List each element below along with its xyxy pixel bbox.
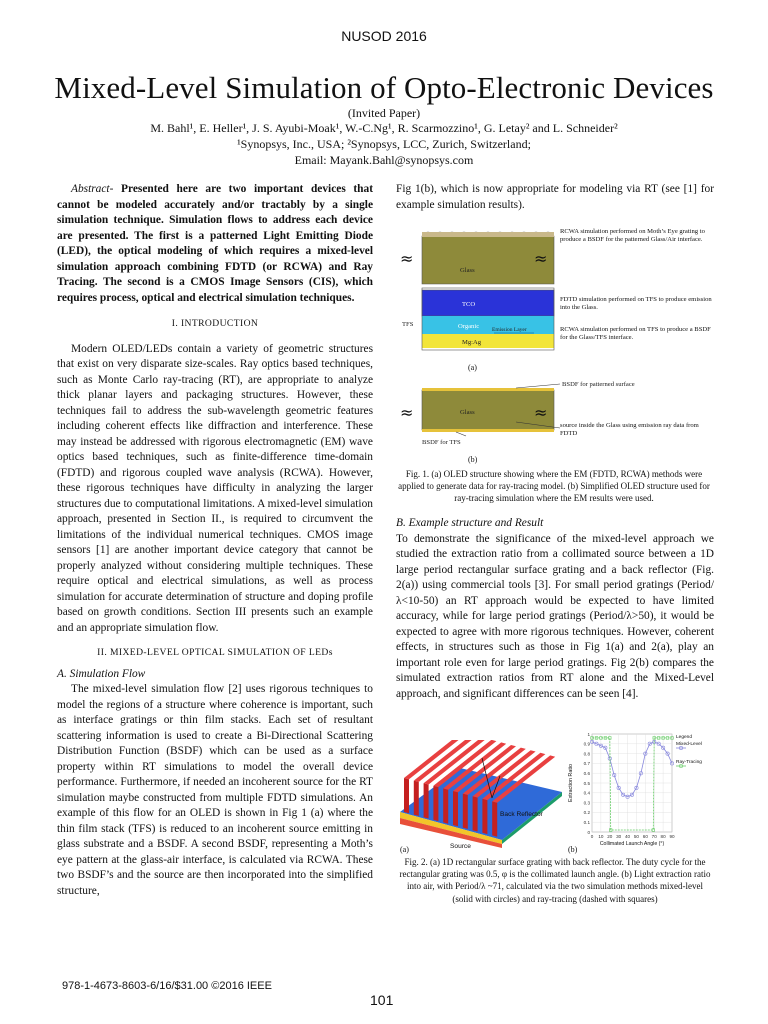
organic-label: Organic	[458, 323, 480, 330]
subsection-simulation-flow: A. Simulation Flow	[57, 667, 146, 680]
y-tick-label: 0.6	[583, 771, 590, 776]
bsdf-tfs-label: BSDF for TFS	[422, 439, 461, 446]
footer-isbn: 978-1-4673-8603-6/16/$31.00 ©2016 IEEE	[62, 980, 272, 992]
bsdf-surface-line	[422, 388, 554, 391]
y-tick-label: 0.5	[583, 780, 590, 786]
x-tick-label: 30	[616, 834, 622, 839]
figure-2b-chart	[564, 728, 714, 856]
tfs-label: TFS	[402, 321, 414, 328]
fig1-label-b: (b)	[468, 455, 478, 464]
y-tick-label: 0.7	[583, 761, 590, 767]
bsdf-tfs-line	[422, 429, 554, 432]
email: Email: Mayank.Bahl@synopsys.com	[294, 153, 474, 167]
grating-rib-front	[492, 801, 497, 836]
right-column-bottom	[396, 516, 714, 702]
annotation-rcwa-moths-eye: RCWA simulation performed on Moth’s Eye grating to produce a BSDF for the patterned Glass/Air interface.	[560, 228, 705, 243]
abstract	[57, 182, 373, 306]
example-structure-paragraph: To demonstrate the significance of the mixed-level approach we studied the extraction ratio from a collimated source between a 1D large period rectangular surface grating and a back reflector (Fig. 2(a)) using commercial tools [3]. For small period gratings (Period/λ<10-50) an RT approach would be expected to have limited accuracy, while for large period gratings (Period/λ>50), it would be expected to agree with more rigorous techniques. However, coherent effects, in structures such as those in Fig 1(a) and 2(a), play an important role even for large period gratings. Fig 2(b) compares the simulated extraction ratios from RT alone and the Mixed-Level approach, and significant differences can be seen [4].	[396, 532, 714, 700]
left-column	[57, 182, 373, 899]
legend-entry: Ray-Tracing	[676, 760, 702, 765]
intro-paragraph: Modern OLED/LEDs contain a variety of geometric structures that exist on very disparate size-scales. Ray optics based techniques, such as Monte Carlo ray-tracing (RT), are appropriate to analyze thick planar layers and packaging structures. However, these techniques fail to address the sub-wavelength geometric features including coherent effects like diffraction and interference. These may instead be addressed with rigorous electromagnetic (EM) wave optics based techniques, such as finite-difference time-domain (FDTD) and rigorous coupled wave analysis (RCWA). However, these rigorous techniques have difficulty in analyzing the larger structures due to computational limitations. A mixed-level simulation approach, presented in Section II., is required to circumvent the limitations of the individual numerical techniques. CMOS image sensors [1] are another important device category that cannot be properly analyzed without considering multiple techniques. These require optical and electrical simulations, as well as process simulation for accurate determination of structure and doping profile based on growth conditions. Section III presents such an example and an appropriate simulation flow.	[57, 342, 373, 634]
affiliation: ¹Synopsys, Inc., USA; ²Synopsys, LCC, Zurich, Switzerland;	[237, 137, 531, 151]
figure-2-caption: Fig. 2. (a) 1D rectangular surface grating with back reflector. The duty cycle for the rectangular grating was 0.5, φ is the collimated launch angle. (b) Light extraction ratio into air, with Period/λ ~71, calculated via the two simulation methods mixed-level (solid with circles) and ray-tracing (dashed with squares)	[399, 857, 711, 904]
y-tick-label: 0.4	[583, 790, 590, 796]
fig2-label-a: (a)	[400, 845, 409, 854]
legend-title: Legend	[676, 735, 693, 740]
annotation-fdtd-tfs: FDTD simulation performed on TFS to produce emission into the Glass.	[560, 296, 712, 311]
x-tick-label: 90	[669, 834, 675, 839]
x-tick-label: 70	[651, 834, 657, 839]
x-tick-label: 40	[624, 834, 631, 839]
x-tick-label: 10	[598, 834, 604, 839]
fig1-label-a: (a)	[468, 363, 477, 372]
figure-2a-grating	[396, 740, 566, 856]
right-column-top	[396, 182, 714, 213]
subsection-example-structure: B. Example structure and Result	[396, 517, 544, 529]
x-tick-label: 50	[633, 834, 640, 839]
x-tick-label: 80	[660, 834, 666, 839]
y-tick-label: 0	[587, 829, 590, 835]
abstract-label: Abstract-	[71, 183, 114, 195]
section-heading-mixed-level: II. MIXED-LEVEL OPTICAL SIMULATION OF LEDs	[97, 647, 333, 658]
x-axis-label: Collimated Launch Angle (°)	[599, 841, 665, 847]
glass-label-a: Glass	[460, 267, 475, 274]
moths-eye-grating	[422, 232, 554, 237]
grating-rib-front	[453, 791, 458, 826]
chart-plot	[568, 732, 702, 847]
grating-rib-front	[414, 781, 419, 816]
back-reflector-label: Back Reflector	[500, 811, 543, 818]
emission-label: Emission Layer	[492, 327, 527, 333]
grating-rib-front	[463, 794, 468, 829]
source-label: Source	[450, 843, 471, 850]
simulation-flow-continued: Fig 1(b), which is now appropriate for modeling via RT (see [1] for example simulation results).	[396, 183, 714, 211]
x-tick-label: 60	[642, 834, 648, 839]
y-tick-label: 0.3	[583, 800, 590, 806]
section-heading-introduction: I. INTRODUCTION	[171, 318, 259, 329]
authors: M. Bahl¹, E. Heller¹, J. S. Ayubi-Moak¹, W.-C.Ng¹, R. Scarmozzino¹, G. Letay² and L. Schneider²	[150, 121, 618, 135]
leader-line	[516, 384, 560, 388]
break-wave-icon: ≈	[534, 403, 548, 422]
x-tick-label: 20	[607, 834, 613, 839]
annotation-rcwa-tfs: RCWA simulation performed on TFS to produce a BSDF for the Glass/TFS interface.	[560, 326, 711, 341]
y-tick-label: 0.2	[583, 810, 590, 816]
conference-name: NUSOD 2016	[341, 28, 427, 44]
grating-rib-front	[473, 796, 478, 831]
source-annotation: source inside the Glass using emission ray data from FDTD	[560, 422, 699, 437]
tco-label: TCO	[462, 301, 476, 308]
grating-rib-front	[424, 783, 429, 818]
abstract-text: Presented here are two important devices that cannot be modeled accurately and/or tractably by a single simulation technique. Simulation flows to address each device are presented. The first is a patterned Light Emitting Diode (LED), the optical modeling of which requires a mixed-level simulation approach combining FDTD (or RCWA) and Ray Tracing. The second is a CMOS Image Sensors (CIS), which requires process, optical and electrical simulation techniques.	[57, 183, 373, 304]
grating-rib-front	[433, 786, 438, 821]
y-tick-label: 0.8	[583, 751, 590, 757]
y-axis-label: Extraction Ratio	[568, 763, 574, 803]
organic-layer	[422, 316, 554, 334]
break-wave-icon: ≈	[400, 249, 414, 268]
y-tick-label: 0.9	[583, 741, 590, 747]
simulation-flow-paragraph: The mixed-level simulation flow [2] uses rigorous techniques to model the regions of a structure where coherence is important, such as interface gratings or thin film stacks. Each set of resultant scattering information is used to create a Bi-Directional Scattering Distribution Function (BSDF) which can be used as a surface property within RT simulations to model the overall device performance. Furthermore, if needed an incoherent source for the RT simulation maybe constructed from multiple FDTD simulations. An example of this flow for an OLED is shown in Fig 1 (a) where the thin film stack (TFS) is reduced to an incoherent source emitting in glass substrate and a BSDF. A second BSDF, representing a Moth’s eye pattern at the glass-air interface, is calculated via RCWA. These two BSDF’s and the source are then incorporated into the simplified structure,	[57, 683, 373, 897]
grating-rib-front	[443, 788, 448, 823]
bsdf-surface-label: BSDF for patterned surface	[562, 381, 635, 388]
grating-rib-front	[404, 778, 409, 813]
legend-entry: Mixed-Level	[676, 742, 702, 747]
break-wave-icon: ≈	[400, 403, 414, 422]
x-tick-label: 0	[590, 834, 594, 839]
tco-layer	[422, 290, 554, 316]
figure-1-caption: Fig. 1. (a) OLED structure showing where the EM (FDTD, RCWA) methods were applied to generate data for ray-tracing model. (b) Simplified OLED structure used for ray-tracing simulation where the EM results were used.	[398, 469, 710, 504]
y-tick-label: 0.1	[583, 820, 590, 825]
figure-1	[396, 222, 714, 470]
invited-label: (Invited Paper)	[347, 106, 421, 120]
mgag-label: Mg:Ag	[462, 339, 482, 346]
mgag-layer	[422, 334, 554, 348]
leader-line	[456, 432, 466, 436]
fig2-label-b: (b)	[568, 845, 578, 854]
grating-rib-front	[482, 799, 487, 834]
break-wave-icon: ≈	[534, 249, 548, 268]
page-number: 101	[370, 992, 394, 1008]
glass-label-b: Glass	[460, 409, 475, 416]
y-tick-label: 1	[587, 731, 590, 737]
paper-title: Mixed-Level Simulation of Opto-Electronic Devices	[54, 70, 714, 105]
